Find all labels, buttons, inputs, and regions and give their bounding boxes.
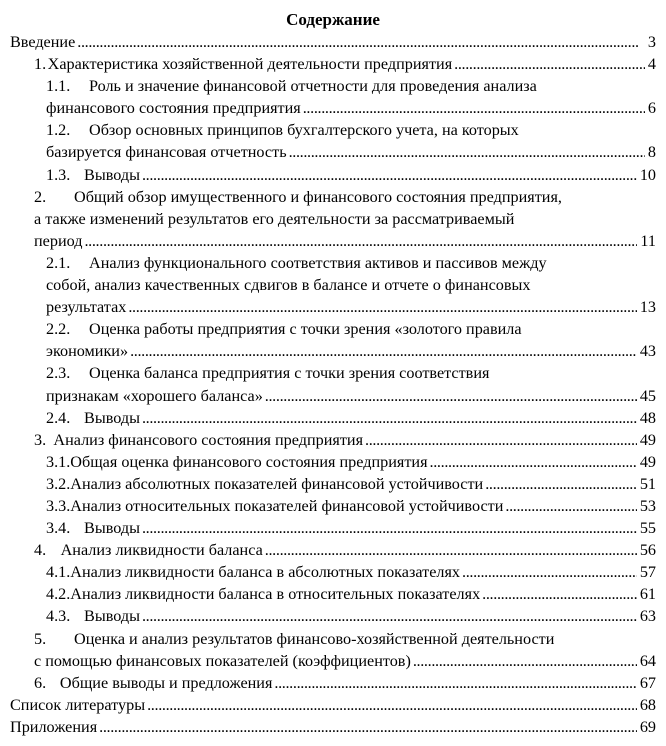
toc-entry-line	[0, 628, 666, 650]
toc-page-number: 63	[639, 607, 656, 626]
toc-entry-text: с помощью финансовых показателей (коэффициентов)	[34, 651, 411, 670]
dot-leader	[289, 141, 645, 163]
toc-page-number: 56	[639, 541, 656, 560]
dot-leader	[265, 539, 637, 561]
dot-leader	[430, 451, 637, 473]
toc-entry-text: Анализ функционального соответствия активов и пассивов между	[89, 253, 547, 272]
toc-entry-line	[0, 650, 666, 672]
toc-entry-text: Общая оценка финансового состояния предприятия	[70, 452, 428, 471]
toc-entry[interactable]	[0, 672, 666, 694]
toc-entry[interactable]	[0, 407, 666, 429]
toc-entry-line	[0, 407, 666, 429]
toc-entry-number: 4.	[34, 541, 47, 560]
toc-entry[interactable]	[0, 31, 666, 53]
dot-leader	[142, 605, 637, 627]
toc-entry-line	[0, 672, 666, 694]
toc-entry-line	[0, 694, 666, 716]
toc-entry-text: признакам «хорошего баланса»	[46, 386, 263, 405]
toc-entry[interactable]	[0, 539, 666, 561]
toc-page-number: 43	[639, 342, 656, 361]
toc-entry-text: Выводы	[84, 607, 140, 626]
toc-entry-line	[0, 53, 666, 75]
toc-page-number: 8	[647, 143, 656, 162]
toc-entry-text: Выводы	[84, 165, 140, 184]
toc-entry-line	[0, 362, 666, 384]
dot-leader	[142, 407, 637, 429]
toc-entry-number: 3.4.	[46, 519, 71, 538]
toc-entry-text: Роль и значение финансовой отчетности для проведения анализа	[89, 77, 537, 96]
toc-page-number: 10	[639, 165, 656, 184]
dot-leader	[274, 672, 636, 694]
toc-entry-line	[0, 495, 666, 517]
dot-leader	[485, 473, 637, 495]
toc-entry-text: экономики»	[46, 342, 129, 361]
dot-leader	[454, 53, 645, 75]
toc-entry-text: Анализ финансового состояния предприятия	[53, 430, 364, 449]
toc-entry-line	[0, 451, 666, 473]
toc-entry-number: 4.2.	[46, 585, 71, 604]
toc-entry-text: собой, анализ качественных сдвигов в балансе и отчете о финансовых	[46, 276, 531, 295]
toc-entry-line	[0, 605, 666, 627]
toc-page-number: 45	[639, 386, 656, 405]
toc-entry-text: Общие выводы и предложения	[59, 673, 273, 692]
toc-entry-line	[0, 119, 666, 141]
dot-leader	[482, 583, 637, 605]
toc-entry-text: Анализ ликвидности баланса	[60, 541, 263, 560]
toc-entry-number: 3.1.	[46, 452, 71, 471]
toc-entry[interactable]	[0, 495, 666, 517]
toc-entry-text: Введение	[10, 33, 76, 51]
toc-entry-number: 2.1.	[46, 253, 71, 272]
toc-entry-line	[0, 296, 666, 318]
toc-page-number: 49	[639, 430, 656, 449]
toc-page-number: 69	[639, 717, 656, 736]
toc-entry[interactable]	[0, 451, 666, 473]
toc-entry-text: Анализ ликвидности баланса в относительных показателях	[70, 585, 481, 604]
toc-entry-number: 5.	[34, 629, 47, 648]
dot-leader	[130, 340, 637, 362]
toc-page-number: 53	[639, 496, 656, 515]
toc-page-number: 55	[639, 519, 656, 538]
toc-entry[interactable]	[0, 473, 666, 495]
toc-entry-number: 2.3.	[46, 364, 71, 383]
toc-entry-number: 3.	[34, 430, 47, 449]
toc-entry-line	[0, 561, 666, 583]
toc-entry-line	[0, 75, 666, 97]
toc-page-number: 64	[639, 651, 656, 670]
dot-leader	[265, 385, 637, 407]
dot-leader	[99, 716, 637, 738]
toc-entry-line	[0, 385, 666, 407]
toc-entry-number: 4.3.	[46, 607, 71, 626]
toc-entry-text: Общий обзор имущественного и финансового состояния предприятия,	[74, 187, 562, 206]
toc-entry-text: Анализ ликвидности баланса в абсолютных показателях	[70, 563, 461, 582]
dot-leader	[413, 650, 637, 672]
toc-page-number: 57	[639, 563, 656, 582]
toc-entry[interactable]	[0, 75, 666, 119]
toc-entry-text: период	[34, 231, 83, 250]
dot-leader	[84, 230, 637, 252]
toc-entry-text: Выводы	[84, 519, 140, 538]
toc-entry-line	[0, 318, 666, 340]
toc-page-number: 68	[639, 695, 656, 714]
dot-leader	[462, 561, 637, 583]
toc-entry[interactable]	[0, 583, 666, 605]
toc-entry[interactable]	[0, 561, 666, 583]
toc-entry-number: 4.1.	[46, 563, 71, 582]
toc-entry[interactable]	[0, 362, 666, 406]
toc-entry[interactable]	[0, 716, 666, 738]
toc-entry-line	[0, 473, 666, 495]
toc-entry-line	[0, 208, 666, 230]
toc-entry[interactable]	[0, 694, 666, 716]
toc-entry-text: Оценка и анализ результатов финансово-хозяйственной деятельности	[74, 629, 555, 648]
toc-entry-text: а также изменений результатов его деятельности за рассматриваемый	[34, 209, 515, 228]
toc-entry-text: финансового состояния предприятия	[46, 99, 301, 118]
toc-page-number: 48	[639, 408, 656, 427]
toc-entry[interactable]	[0, 628, 666, 672]
toc-entry-number: 2.4.	[46, 408, 71, 427]
toc-entry-number: 3.3.	[46, 496, 71, 515]
toc-entry-number: 3.2.	[46, 474, 71, 493]
toc-entry-text: Анализ абсолютных показателей финансовой устойчивости	[70, 474, 484, 493]
toc-entry-number: 1.	[34, 55, 47, 74]
toc-entry-line	[0, 141, 666, 163]
toc-entry[interactable]	[0, 429, 666, 451]
toc-entry-line	[0, 97, 666, 119]
toc-entry[interactable]	[0, 318, 666, 362]
toc-entry[interactable]	[0, 252, 666, 318]
dot-leader	[147, 694, 637, 716]
toc-entry-line	[0, 340, 666, 362]
toc-entry-line	[0, 274, 666, 296]
toc-entry-text: Обзор основных принципов бухгалтерского учета, на которых	[89, 121, 519, 140]
toc-page-number: 4	[647, 55, 656, 74]
toc-entry-line	[0, 252, 666, 274]
toc-page-number: 3	[647, 33, 656, 51]
toc-entry[interactable]	[0, 53, 666, 75]
toc-entry-line	[0, 517, 666, 539]
toc-entry[interactable]	[0, 164, 666, 186]
toc-entry[interactable]	[0, 186, 666, 252]
toc-entry[interactable]	[0, 517, 666, 539]
toc-entry-number: 6.	[34, 673, 47, 692]
dot-leader	[303, 97, 645, 119]
toc-entry-text: Характеристика хозяйственной деятельности предприятия	[47, 55, 453, 74]
dot-leader	[365, 429, 637, 451]
toc-entry[interactable]	[0, 119, 666, 163]
toc-entry-text: базируется финансовая отчетность	[46, 143, 287, 162]
toc-entry-line	[0, 31, 666, 53]
toc-entry[interactable]	[0, 605, 666, 627]
toc-entry-number: 2.2.	[46, 320, 71, 339]
toc-page-number: 61	[639, 585, 656, 604]
toc-entry-text: Список литературы	[10, 695, 146, 714]
toc-entry-line	[0, 429, 666, 451]
toc-page-number: 67	[639, 673, 656, 692]
toc-entry-text: Приложения	[10, 717, 98, 736]
toc-entry-line	[0, 230, 666, 252]
toc-entry-text: результатах	[46, 298, 127, 317]
toc-entry-line	[0, 164, 666, 186]
toc-entry-text: Анализ относительных показателей финансовой устойчивости	[70, 496, 504, 515]
dot-leader	[142, 164, 637, 186]
toc-entry-line	[0, 716, 666, 738]
toc-entry-number: 1.1.	[46, 77, 71, 96]
toc-entry-line	[0, 539, 666, 561]
toc-entry-number: 1.2.	[46, 121, 71, 140]
toc-page-number: 6	[647, 99, 656, 118]
toc-page-number: 51	[639, 474, 656, 493]
toc-entry-text: Выводы	[84, 408, 140, 427]
dot-leader	[77, 31, 645, 53]
toc-entry-number: 2.	[34, 187, 47, 206]
dot-leader	[128, 296, 636, 318]
toc-entry-number: 1.3.	[46, 165, 71, 184]
toc-entry-line	[0, 583, 666, 605]
toc-entry-line	[0, 186, 666, 208]
toc-page-number: 49	[639, 452, 656, 471]
toc-entry-text: Оценка баланса предприятия с точки зрения соответствия	[89, 364, 490, 383]
dot-leader	[505, 495, 636, 517]
toc-entry-text: Оценка работы предприятия с точки зрения «золотого правила	[89, 320, 522, 339]
toc-title: Содержание	[286, 10, 380, 29]
table-of-contents	[0, 31, 666, 738]
dot-leader	[142, 517, 637, 539]
toc-page-number: 11	[640, 231, 656, 250]
toc-page-number: 13	[639, 298, 656, 317]
